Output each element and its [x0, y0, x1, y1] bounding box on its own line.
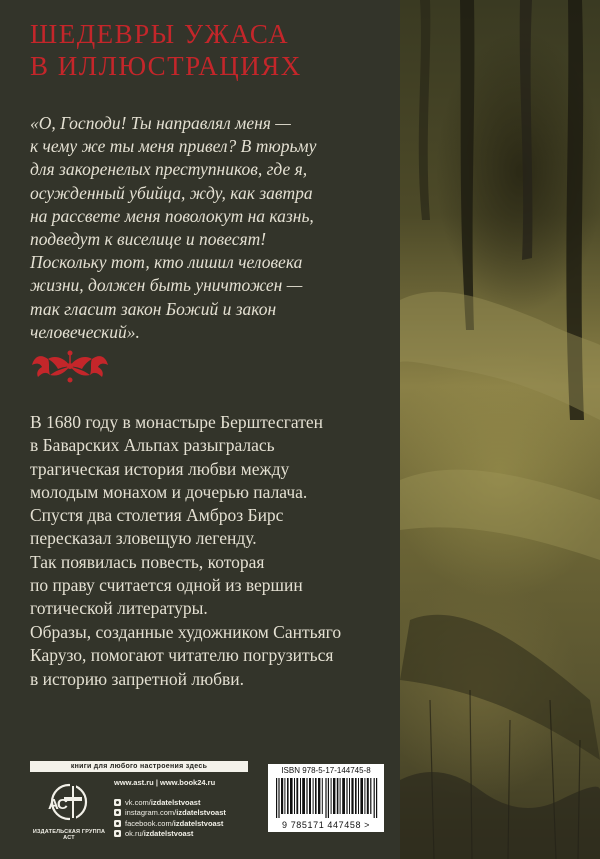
isbn-number: ISBN 978-5-17-144745-8	[281, 766, 371, 775]
isbn-barcode	[268, 764, 384, 832]
series-title-line-2: В ИЛЛЮСТРАЦИЯХ	[30, 51, 302, 81]
svg-text:С: С	[57, 796, 68, 813]
social-link-odnoklassniki[interactable]	[114, 829, 226, 839]
illustrator-line: в историю запретной любви.	[30, 668, 245, 689]
forest-illustration	[400, 0, 600, 859]
illustrator-line: Образы, созданные художником Сантьяго	[30, 622, 342, 642]
description-line: по праву считается одной из вершин	[30, 575, 303, 596]
quote-line: для закоренелых преступников, где я,	[30, 159, 308, 180]
social-link-instagram[interactable]	[114, 808, 226, 818]
description-line: готической литературы.	[30, 598, 208, 619]
description-line: трагическая история любви между	[30, 458, 290, 479]
social-prefix: ok.ru/	[125, 829, 144, 838]
floral-ornament-icon	[28, 345, 112, 387]
odnoklassniki-icon	[114, 830, 121, 837]
quote-line: «О, Господи! Ты направлял меня —	[30, 113, 291, 133]
quote-line: так гласит закон Божий и закон	[30, 298, 277, 319]
illustrator-line: Карузо, помогают читателю погрузиться	[30, 645, 334, 666]
social-prefix: instagram.com/	[125, 808, 177, 817]
description-line: В 1680 году в монастыре Берштесгатен	[30, 412, 324, 432]
series-title-line-1: ШЕДЕВРЫ УЖАСА	[30, 19, 290, 49]
description-line: Так появилась повесть, которая	[30, 551, 265, 572]
vk-icon	[114, 799, 121, 806]
quote-line: жизни, должен быть уничтожен —	[30, 275, 303, 296]
social-link-facebook[interactable]	[114, 818, 226, 828]
description-line: Спустя два столетия Амброз Бирс	[30, 505, 284, 526]
social-handle: izdatelstvoast	[143, 829, 194, 838]
promo-banner: книги для любого настроения здесь	[30, 761, 248, 772]
website-links[interactable]: www.ast.ru | www.book24.ru	[114, 778, 216, 787]
barcode-bars	[276, 778, 378, 818]
social-link-vk[interactable]	[114, 797, 226, 807]
barcode-number: 9 785171 447458 >	[281, 820, 371, 830]
publisher-name: ИЗДАТЕЛЬСКАЯ ГРУППА АСТ	[32, 829, 106, 841]
ast-logo-text: А	[48, 796, 59, 813]
social-prefix: facebook.com/	[125, 818, 174, 828]
quote-line: на рассвете меня поволокут на казнь,	[30, 205, 314, 226]
quote-line: к чему же ты меня привел? В тюрьму	[30, 136, 317, 157]
forest-trees-illustration	[400, 0, 600, 859]
quote-line: осужденный убийца, жду, как завтра	[30, 182, 313, 203]
instagram-icon	[114, 809, 121, 816]
publisher-logo	[30, 782, 108, 842]
description-paragraph	[30, 411, 390, 621]
social-links	[114, 797, 226, 839]
social-handle: izdatelstvoast	[150, 797, 201, 807]
description-line: в Баварских Альпах разыгралась	[30, 435, 275, 456]
description-line: молодым монахом и дочерью палача.	[30, 481, 308, 502]
quote-line: Поскольку тот, кто лишил человека	[30, 252, 303, 273]
facebook-icon	[114, 820, 121, 827]
social-prefix: vk.com/	[125, 797, 151, 807]
quote-line: человеческий».	[30, 321, 140, 342]
series-title	[30, 18, 302, 82]
quote-line: подведут к виселице и повесят!	[30, 229, 267, 250]
social-handle: izdatelstvoast	[176, 808, 226, 817]
ast-logo-icon	[38, 782, 100, 822]
illustrator-paragraph	[30, 621, 390, 691]
description-line: пересказал зловещую легенду.	[30, 528, 257, 549]
social-handle: izdatelstvoast	[173, 818, 224, 828]
epigraph-quote	[30, 112, 390, 344]
